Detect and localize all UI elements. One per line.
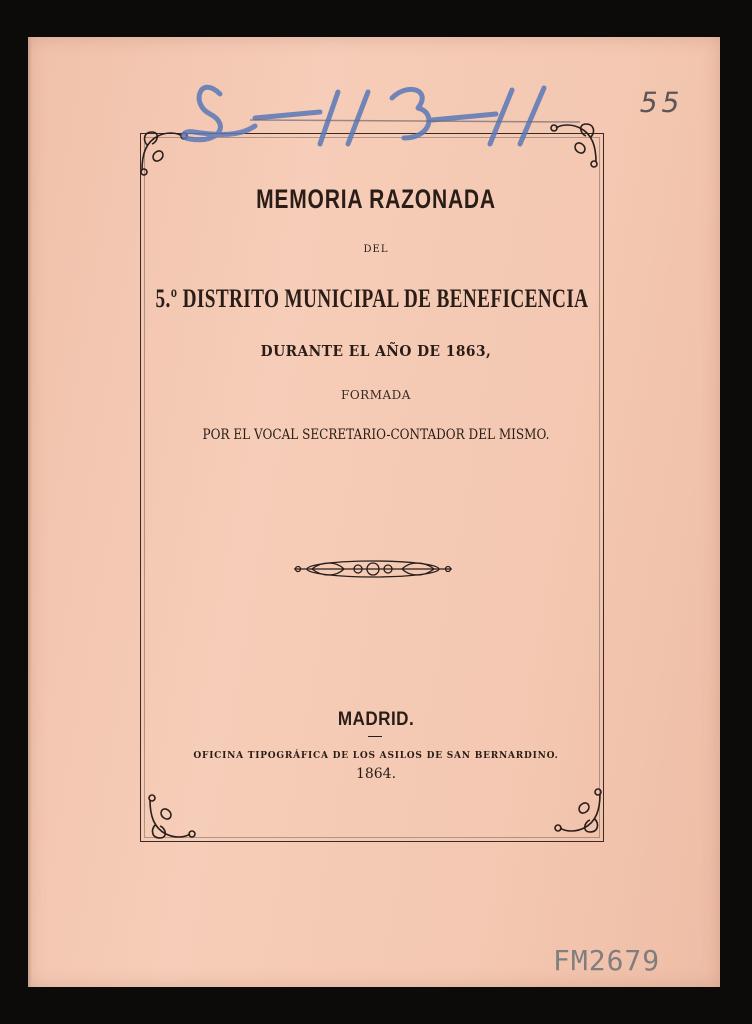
center-ornament-icon <box>292 558 454 580</box>
page-note-handwriting: 55 <box>636 86 688 119</box>
corner-flourish-icon <box>550 116 604 170</box>
corner-flourish-icon <box>134 124 188 178</box>
document-del: DEL <box>363 244 389 255</box>
document-formada: FORMADA <box>341 388 411 402</box>
document-period: DURANTE EL AÑO DE 1863, <box>260 342 492 360</box>
inventory-stamp: FM2679 <box>553 944 661 977</box>
imprint-city: MADRID. <box>337 709 415 730</box>
imprint-printer: OFICINA TIPOGRÁFICA DE LOS ASILOS DE SAN BERNARDINO. <box>193 750 559 761</box>
imprint-rule <box>368 736 382 737</box>
corner-flourish-icon <box>142 792 196 846</box>
corner-flourish-icon <box>554 786 608 840</box>
document-title: MEMORIA RAZONADA <box>256 184 496 214</box>
document-author: POR EL VOCAL SECRETARIO-CONTADOR DEL MISMO. <box>202 427 550 443</box>
imprint-year: 1864. <box>355 766 397 782</box>
document-district: 5.º DISTRITO MUNICIPAL DE BENEFICENCIA <box>155 284 589 313</box>
page-spine-shadow <box>28 37 32 987</box>
border-frame-inner <box>144 137 600 838</box>
